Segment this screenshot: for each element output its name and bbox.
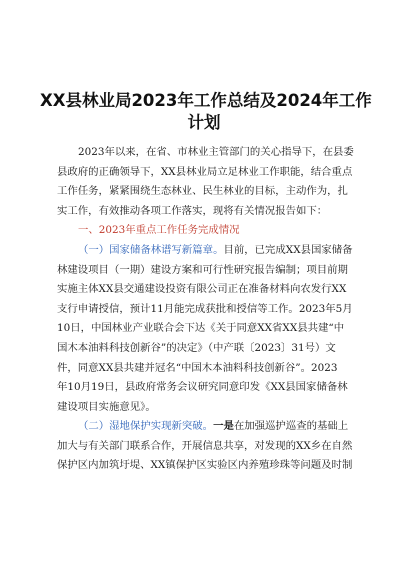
- title-line-2: 计划: [187, 113, 221, 132]
- item-1-line: 支行申请授信，预计11月能完成获批和授信等工作。2023年5月: [57, 302, 353, 315]
- item-1-subheading: （一）国家储备林谱写新篇章。: [78, 244, 224, 256]
- item-2-first-line: [57, 417, 357, 437]
- item-2-line: 加大与有关部门联系合作，开展信息共享，对发现的XX乡在自然: [57, 439, 353, 452]
- section-heading-text: 一、2023年重点工作任务完成情况: [78, 224, 240, 236]
- intro-line: 2023年以来，在省、市林业主管部门的关心指导下，在县委: [78, 146, 354, 158]
- item-2-subheading: （二）湿地保护实现新突破。: [78, 420, 214, 432]
- item-1-paragraph: [57, 241, 357, 417]
- intro-paragraph: [57, 143, 357, 221]
- item-1-line: 实施主体XX县交通建设投资有限公司正在准备材料向农发行XX: [57, 283, 347, 296]
- title-line-1: XX县林业局2023年工作总结及2024年工作: [40, 91, 372, 110]
- item-1-line: 10日，中国林业产业联合会下达《关于同意XX省XX县共建“中: [57, 322, 345, 335]
- intro-line: 实工作，有效推动各项工作落实，现将有关情况报告如下：: [57, 204, 328, 217]
- item-2-line: 保护区内加筑圩堤、XX镇保护区实验区内养殖珍珠等问题及时制: [57, 459, 353, 472]
- document-title: [40, 90, 372, 134]
- item-1-line: 件，同意XX县共建并冠名“中国木本油料科技创新谷”。2023: [57, 361, 338, 374]
- intro-line: 县政府的正确领导下，XX县林业局立足林业工作职能，结合重点: [57, 165, 353, 178]
- item-2-first-line-text: 在加强巡护巡查的基础上: [233, 420, 349, 432]
- item-1-first-line-text: 目前，已完成XX县国家储备: [223, 244, 353, 256]
- item-1-first-line: [57, 241, 357, 261]
- item-1-line: 年10月19日，县政府常务会议研究同意印发《XX县国家储备林: [57, 381, 348, 394]
- item-2-bold-word: 一是: [213, 420, 234, 432]
- intro-line: 工作任务，紧紧围绕生态林业、民生林业的目标，主动作为，扎: [57, 185, 348, 198]
- item-1-line: 建设项目实施意见》。: [57, 400, 156, 413]
- section-heading-1: [57, 221, 357, 241]
- item-2-paragraph: [57, 417, 357, 476]
- item-1-line: 国木本油料科技创新谷”的决定》（中产联〔2023〕31号）文: [57, 341, 336, 354]
- item-1-line: 林建设项目（一期）建设方案和可行性研究报告编制；项目前期: [57, 263, 348, 276]
